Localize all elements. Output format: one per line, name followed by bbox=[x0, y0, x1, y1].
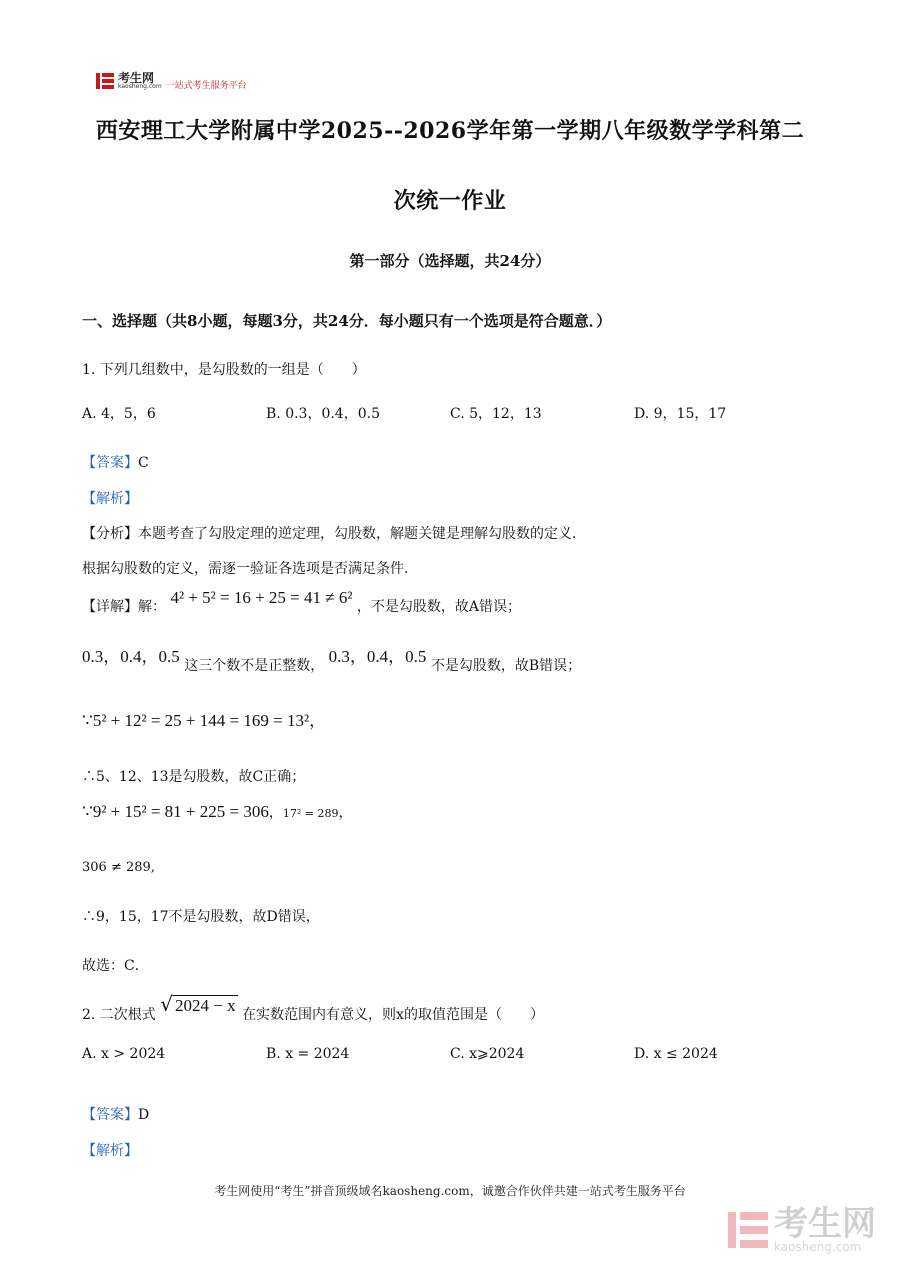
q1-final: 故选：C． bbox=[82, 958, 149, 974]
q1-answer-value: C bbox=[138, 455, 149, 471]
watermark-domain: kaosheng.com bbox=[774, 1240, 862, 1254]
detail-prefix: 【详解】解： bbox=[82, 599, 166, 615]
q1-detail-b bbox=[82, 647, 582, 675]
watermark-name: 考生网 bbox=[774, 1204, 876, 1244]
sqrt-expression bbox=[160, 992, 237, 1016]
b-numbers-second: 0.3，0.4，0.5 bbox=[328, 647, 427, 666]
radicand: 2024 − x bbox=[175, 996, 236, 1015]
detail-eq-a-tail: ，不是勾股数，故A错误； bbox=[356, 599, 522, 615]
q1-detail-a bbox=[82, 588, 522, 616]
answer-tag: 【答案】 bbox=[82, 455, 138, 471]
part-heading: 第一部分（选择题，共24分） bbox=[349, 252, 551, 270]
b-tail-text: 不是勾股数，故B错误； bbox=[430, 658, 582, 674]
detail-eq-a: 4² + 5² = 16 + 25 = 41 ≠ 6² bbox=[170, 588, 353, 607]
document-title-line2: 次统一作业 bbox=[393, 188, 507, 214]
logo-slogan: 一站式考生服务平台 bbox=[165, 80, 247, 91]
q2-option-d: D. x ≤ 2024 bbox=[634, 1046, 718, 1062]
q1-analysis-line1: 【分析】本题考查了勾股定理的逆定理，勾股数，解题关键是理解勾股数的定义． bbox=[82, 526, 586, 542]
q2-option-a: A. x > 2024 bbox=[82, 1046, 166, 1062]
q1-detail-d-neq: 306 ≠ 289, bbox=[82, 860, 155, 875]
q2-stem-prefix: 2. 二次根式 bbox=[82, 1007, 156, 1023]
q2-answer bbox=[82, 1104, 149, 1124]
analysis-tag: 【解析】 bbox=[82, 1143, 138, 1159]
q1-stem: 1. 下列几组数中，是勾股数的一组是（ ） bbox=[82, 362, 366, 378]
radical-sign-icon: √ bbox=[160, 992, 174, 1016]
d-equation-small: 17² = 289 bbox=[282, 807, 339, 820]
watermark-logo-icon bbox=[728, 1208, 768, 1252]
q1-detail-d-conclusion: ∴9，15，17不是勾股数，故D错误， bbox=[82, 909, 320, 925]
q1-option-b: B. 0.3，0.4，0.5 bbox=[266, 406, 380, 422]
q1-detail-c-equation: ∵5² + 12² = 25 + 144 = 169 = 13²， bbox=[82, 711, 327, 730]
q2-stem bbox=[82, 992, 544, 1024]
analysis-tag: 【解析】 bbox=[82, 491, 138, 507]
q1-answer bbox=[82, 452, 149, 472]
q2-stem-suffix: 在实数范围内有意义，则x的取值范围是（ ） bbox=[242, 1007, 544, 1023]
q1-option-c: C. 5，12，13 bbox=[450, 406, 542, 422]
section-heading: 一、选择题（共8小题，每题3分，共24分．每小题只有一个选项是符合题意．） bbox=[82, 312, 612, 330]
page-footer: 考生网使用“考生”拼音顶级域名kaosheng.com，诚邀合作伙伴共建一站式考生服务平台 bbox=[214, 1184, 686, 1198]
watermark bbox=[728, 1204, 876, 1254]
q2-option-c: C. x⩾2024 bbox=[450, 1046, 525, 1062]
document-title-line1: 西安理工大学附属中学2025--2026学年第一学期八年级数学学科第二 bbox=[95, 118, 805, 144]
q1-detail-d-equation: ∵9² + 15² = 81 + 225 = 306，17² = 289， bbox=[82, 802, 353, 821]
q1-option-a: A. 4，5，6 bbox=[82, 406, 156, 422]
logo-domain: kaosheng.com bbox=[118, 83, 162, 90]
q2-option-b: B. x = 2024 bbox=[266, 1046, 350, 1062]
q1-analysis-line2: 根据勾股数的定义，需逐一验证各选项是否满足条件． bbox=[82, 561, 418, 577]
kaosheng-logo-icon bbox=[96, 71, 114, 91]
q2-answer-value: D bbox=[138, 1107, 150, 1123]
q1-detail-c-conclusion: ∴5、12、13是勾股数，故C正确； bbox=[82, 769, 306, 785]
b-numbers-first: 0.3，0.4，0.5 bbox=[82, 647, 180, 666]
b-middle-text: 这三个数不是正整数， bbox=[184, 658, 325, 674]
answer-tag: 【答案】 bbox=[82, 1107, 138, 1123]
q1-option-d: D. 9，15，17 bbox=[634, 406, 727, 422]
logo-name: 考生网 bbox=[118, 71, 155, 85]
d-equation: ∵9² + 15² = 81 + 225 = 306 bbox=[82, 802, 269, 821]
header-logo bbox=[96, 71, 247, 91]
